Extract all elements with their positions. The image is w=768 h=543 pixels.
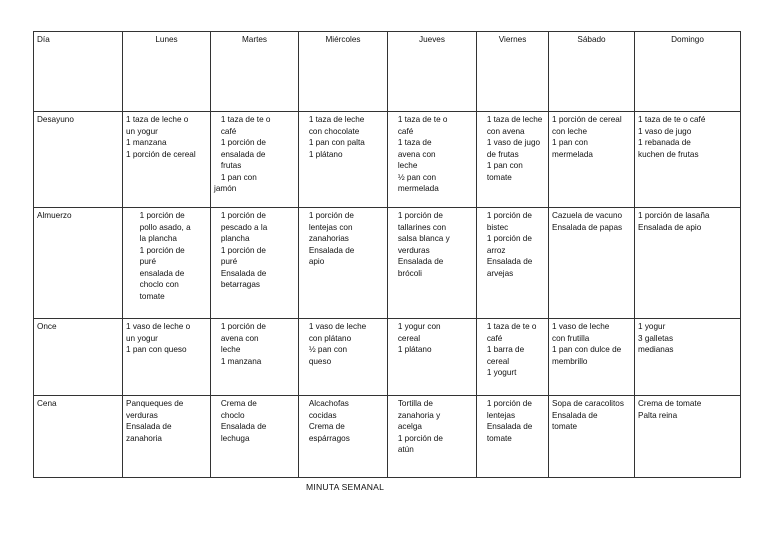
menu-cell-line: 1 pan con — [214, 172, 257, 182]
menu-cell-line: 1 porción de — [126, 245, 185, 255]
menu-cell-line: verduras — [391, 245, 430, 255]
menu-cell — [299, 319, 388, 396]
menu-cell — [477, 208, 549, 319]
menu-cell-line: membrillo — [552, 356, 588, 366]
menu-cell-line: 1 pan con — [480, 161, 523, 170]
menu-cell-line: 1 porción de — [214, 245, 266, 255]
meal-label: Once — [34, 319, 123, 396]
menu-cell-line: con chocolate — [302, 126, 360, 136]
menu-cell-line: 1 yogur con — [391, 322, 441, 331]
menu-cell — [299, 396, 388, 478]
menu-cell-line: 1 porción de — [391, 211, 443, 220]
menu-cell-line: lentejas con — [302, 222, 353, 232]
menu-cell — [549, 319, 635, 396]
menu-cell-line: un yogur — [126, 333, 158, 343]
menu-cell — [388, 396, 477, 478]
menu-cell-line: 1 porción de — [480, 234, 532, 243]
weekly-menu-table — [33, 31, 741, 478]
menu-cell — [477, 396, 549, 478]
menu-cell-line: café — [214, 126, 237, 136]
menu-cell-line: ½ pan con — [302, 345, 348, 354]
menu-cell-line: 1 porción de — [214, 211, 266, 220]
menu-cell-line: 1 porción de — [480, 211, 532, 220]
menu-cell-line: 1 porción de lasaña — [638, 211, 710, 220]
menu-cell — [123, 396, 211, 478]
menu-cell — [635, 112, 741, 208]
menu-cell — [123, 112, 211, 208]
menu-cell-line: Ensalada de — [552, 410, 598, 420]
menu-cell-line: 1 plátano — [302, 149, 343, 159]
menu-cell-line: 1 yogurt — [480, 368, 517, 377]
header-sabado: Sábado — [549, 32, 635, 112]
menu-cell-line: atún — [391, 445, 414, 454]
menu-cell-line: zanahorias — [302, 234, 349, 243]
meal-label: Almuerzo — [34, 208, 123, 319]
menu-cell — [211, 396, 299, 478]
menu-cell — [211, 208, 299, 319]
menu-cell-line: Crema de — [302, 422, 345, 431]
menu-cell-line: 1 pan con — [552, 138, 588, 147]
menu-cell-line: betarragas — [214, 280, 260, 289]
menu-cell-line: Tortilla de — [391, 399, 433, 408]
header-viernes: Viernes — [477, 32, 549, 112]
menu-cell — [211, 112, 299, 208]
menu-cell-line: 1 taza de te o — [480, 322, 537, 331]
menu-cell-line: 1 taza de leche — [302, 115, 365, 124]
menu-cell-line: 1 porción de cereal — [126, 149, 196, 159]
menu-cell-line: verduras — [126, 410, 158, 420]
menu-cell-line: cocidas — [302, 410, 337, 420]
menu-cell-line: leche — [391, 161, 418, 170]
menu-cell-line: 1 pan con queso — [126, 345, 187, 354]
menu-cell-line: 1 porción de — [391, 433, 443, 443]
menu-cell-line: avena con — [214, 333, 259, 343]
menu-cell-line: choclo — [214, 410, 245, 420]
menu-cell — [388, 319, 477, 396]
header-miercoles: Miércoles — [299, 32, 388, 112]
menu-cell-line: 1 porción de — [480, 399, 532, 408]
menu-cell-line: apio — [302, 257, 325, 266]
menu-cell-line: zanahoria — [126, 433, 162, 443]
menu-cell — [123, 208, 211, 319]
menu-cell-line: ensalada de — [126, 268, 185, 278]
menu-cell-line: pescado a la — [214, 222, 268, 232]
menu-cell-line: Ensalada de — [214, 422, 267, 431]
menu-cell-line: puré — [214, 257, 238, 266]
menu-cell-line: mermelada — [552, 149, 593, 159]
menu-cell — [388, 208, 477, 319]
menu-cell-line: con frutilla — [552, 333, 590, 343]
menu-cell-line: Cazuela de vacuno — [552, 211, 623, 220]
menu-cell-line: café — [391, 126, 414, 136]
menu-cell — [635, 319, 741, 396]
menu-cell-line: frutas — [214, 161, 242, 170]
menu-cell-line: 1 vaso de leche — [302, 322, 367, 331]
menu-cell-line: Ensalada de — [480, 257, 533, 266]
table-row — [34, 396, 741, 478]
table-row — [34, 319, 741, 396]
menu-cell — [123, 319, 211, 396]
menu-cell-line: 1 taza de te o café — [638, 115, 706, 124]
menu-cell-line: 1 pan con palta — [302, 138, 365, 147]
table-caption: MINUTA SEMANAL — [306, 482, 385, 492]
menu-cell-line: salsa blanca y — [391, 234, 450, 243]
menu-cell-line: arvejas — [480, 268, 514, 278]
menu-cell-line: 1 porción de — [214, 322, 266, 331]
menu-cell-line: zanahoria y — [391, 410, 441, 420]
menu-cell-line: 1 barra de — [480, 345, 525, 354]
menu-cell — [211, 319, 299, 396]
menu-cell-line: con plátano — [302, 333, 352, 343]
menu-cell-line: Ensalada de — [214, 268, 267, 278]
menu-cell-line: 1 manzana — [214, 356, 262, 366]
menu-cell-line: con avena — [480, 126, 525, 136]
header-dia: Día — [34, 32, 123, 112]
menu-cell-line: tomate — [480, 433, 512, 443]
menu-cell-line: lentejas — [480, 410, 516, 420]
menu-cell-line: arroz — [480, 245, 506, 255]
menu-cell-line: tomate — [126, 291, 165, 301]
menu-cell-line: ensalada de — [214, 149, 266, 159]
menu-cell-line: Sopa de caracolitos — [552, 399, 624, 408]
meal-label: Desayuno — [34, 112, 123, 208]
menu-cell-line: acelga — [391, 422, 422, 431]
menu-cell-line: jamón — [214, 184, 237, 193]
menu-cell-line: Ensalada de — [480, 422, 533, 431]
menu-cell-line: 1 yogur — [638, 322, 666, 331]
menu-cell-line: 1 taza de leche o — [126, 115, 189, 124]
menu-cell — [477, 112, 549, 208]
header-domingo: Domingo — [635, 32, 741, 112]
menu-cell-line: pollo asado, a — [126, 222, 191, 232]
header-row — [34, 32, 741, 112]
menu-cell-line: brócoli — [391, 268, 422, 278]
menu-cell — [299, 208, 388, 319]
menu-cell-line: bistec — [480, 222, 509, 232]
header-martes: Martes — [211, 32, 299, 112]
menu-cell-line: plancha — [214, 234, 250, 243]
menu-cell-line: 1 porción de cereal — [552, 115, 622, 124]
menu-cell-line: 1 taza de leche — [480, 115, 543, 124]
menu-cell-line: Crema de — [214, 399, 257, 408]
menu-cell — [388, 112, 477, 208]
menu-cell-line: la plancha — [126, 234, 177, 243]
table-row — [34, 208, 741, 319]
menu-cell-line: puré — [126, 257, 157, 266]
menu-cell-line: 1 manzana — [126, 138, 167, 147]
menu-cell-line: kuchen de frutas — [638, 149, 699, 159]
menu-cell-line: 1 vaso de leche o — [126, 322, 191, 331]
menu-cell-line: café — [480, 333, 503, 343]
table-body — [34, 112, 741, 478]
menu-cell-line: leche — [214, 345, 241, 354]
menu-cell-line: con leche — [552, 126, 588, 136]
menu-cell — [635, 396, 741, 478]
menu-cell-line: Ensalada de — [126, 422, 172, 431]
menu-cell-line: avena con — [391, 149, 436, 159]
menu-cell-line: ½ pan con — [391, 172, 437, 182]
meal-label: Cena — [34, 396, 123, 478]
menu-cell-line: Crema de tomate — [638, 399, 702, 408]
menu-cell — [299, 112, 388, 208]
header-lunes: Lunes — [123, 32, 211, 112]
header-jueves: Jueves — [388, 32, 477, 112]
menu-cell-line: 1 porción de — [126, 211, 185, 220]
menu-cell — [477, 319, 549, 396]
menu-cell-line: Ensalada de — [302, 245, 355, 255]
menu-cell-line: tallarines con — [391, 222, 447, 232]
menu-cell-line: cereal — [480, 356, 510, 366]
menu-cell-line: 1 porción de — [302, 211, 354, 220]
menu-cell — [549, 396, 635, 478]
menu-cell-line: de frutas — [480, 149, 519, 159]
menu-cell — [635, 208, 741, 319]
menu-cell-line: 1 vaso de leche — [552, 322, 610, 331]
menu-cell-line: un yogur — [126, 126, 158, 136]
menu-cell-line: espárragos — [302, 433, 350, 443]
menu-cell-line: 1 porción de — [214, 138, 266, 147]
menu-cell-line: tomate — [480, 172, 512, 182]
menu-cell-line: Ensalada de papas — [552, 222, 623, 232]
menu-cell-line: mermelada — [391, 184, 439, 193]
menu-cell-line: 1 pan con dulce de — [552, 345, 622, 354]
menu-cell-line: 1 vaso de jugo — [638, 126, 692, 136]
menu-cell-line: 1 rebanada de — [638, 138, 691, 147]
menu-cell-line: 1 taza de te o — [391, 115, 448, 124]
menu-cell-line: 1 taza de — [391, 138, 432, 147]
menu-cell — [549, 208, 635, 319]
menu-cell-line: tomate — [552, 422, 578, 431]
menu-cell-line: Ensalada de apio — [638, 222, 702, 232]
menu-cell-line: cereal — [391, 333, 421, 343]
table-row — [34, 112, 741, 208]
menu-cell-line: choclo con — [126, 280, 179, 289]
menu-cell-line: 1 taza de te o — [214, 115, 271, 124]
menu-cell — [549, 112, 635, 208]
menu-cell-line: 1 vaso de jugo — [480, 138, 541, 147]
menu-cell-line: medianas — [638, 345, 674, 354]
menu-cell-line: 1 plátano — [391, 345, 432, 354]
menu-cell-line: 3 galletas — [638, 333, 674, 343]
menu-cell-line: lechuga — [214, 433, 250, 443]
menu-cell-line: queso — [302, 356, 332, 366]
menu-cell-line: Ensalada de — [391, 257, 444, 266]
menu-cell-line: Palta reina — [638, 410, 678, 420]
menu-cell-line: Alcachofas — [302, 399, 349, 408]
menu-cell-line: Panqueques de — [126, 399, 184, 408]
